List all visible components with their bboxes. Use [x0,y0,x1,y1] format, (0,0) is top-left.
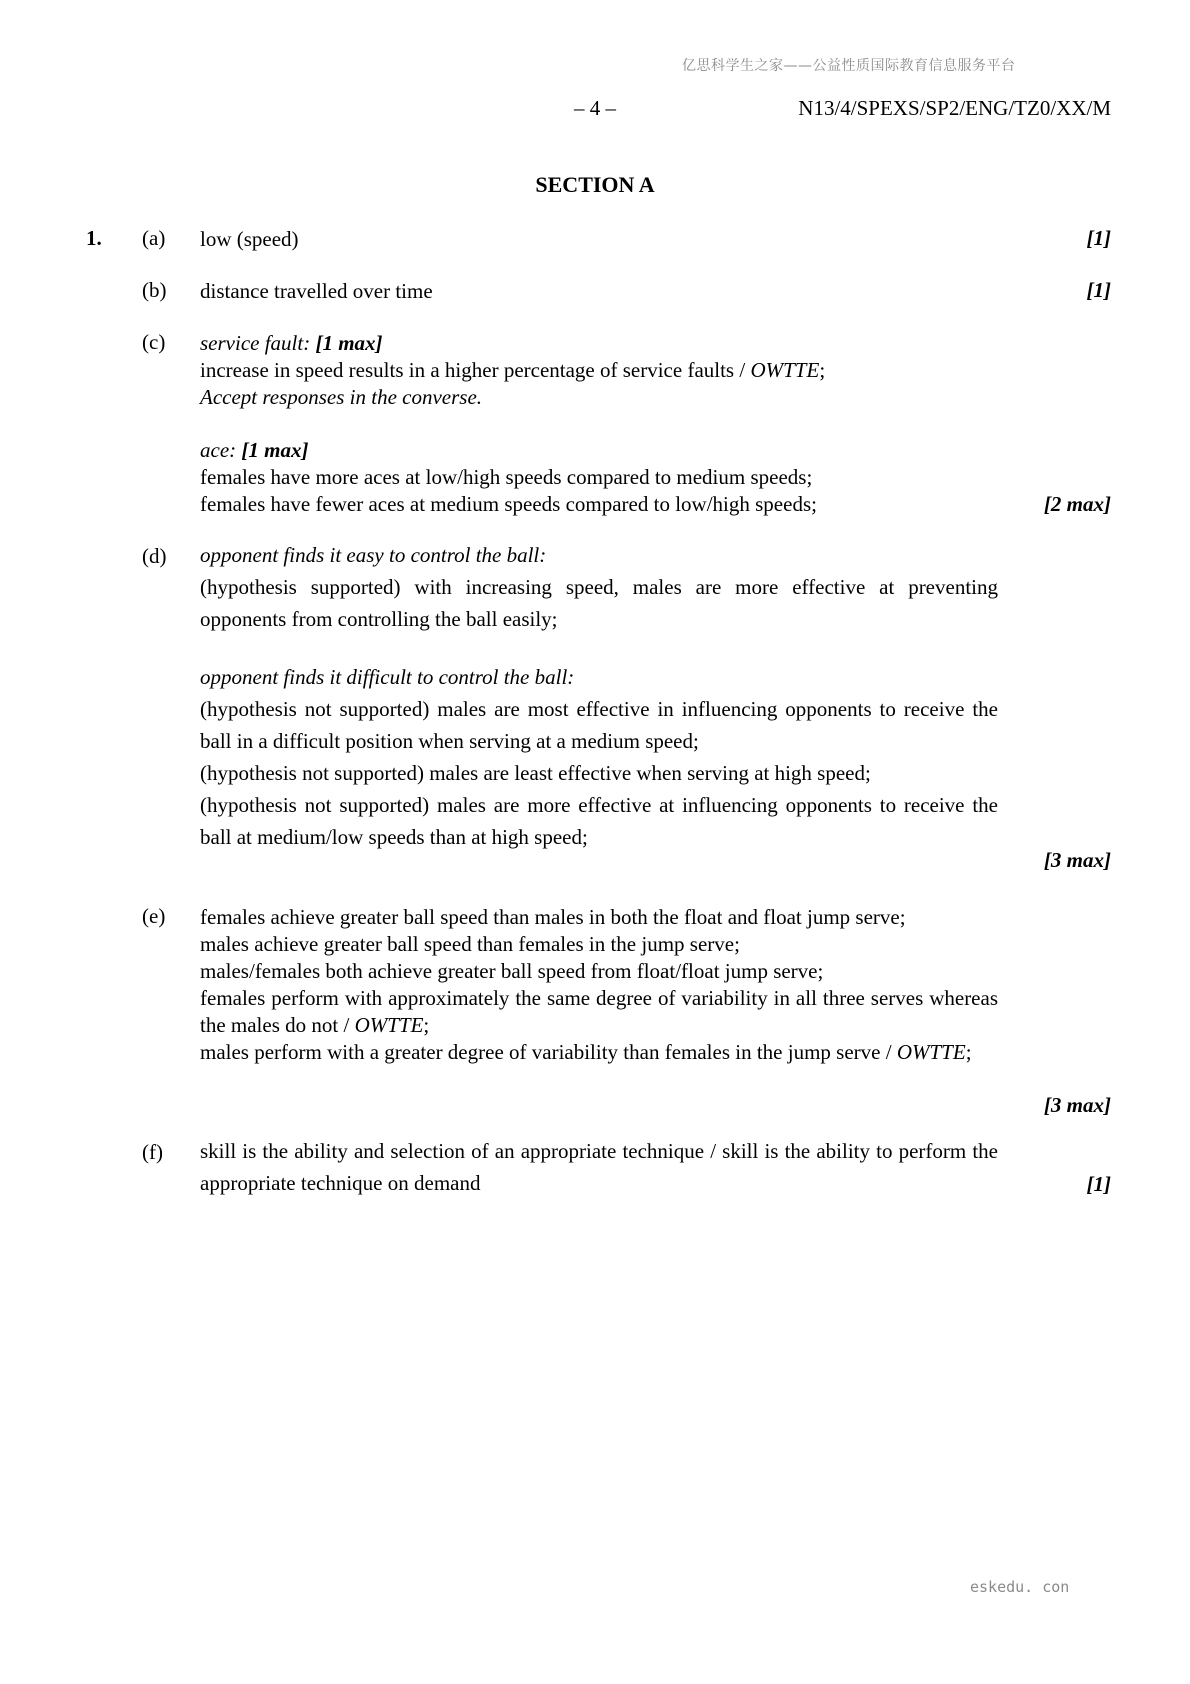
part-c-heading-ace: ace: [1 max] [200,438,309,462]
part-e-label: (e) [142,904,166,928]
part-f-paragraph: skill is the ability and selection of an appropriate technique / skill is the ability to perform the appropriate technique on demand [200,1139,998,1195]
part-e-line: males achieve greater ball speed than females in the jump serve; [200,932,740,956]
part-c-mark: [2 max] [1043,492,1111,516]
part-e-mark: [3 max] [1043,1093,1111,1117]
part-a-answer: low (speed) [200,227,299,251]
watermark-footer: eskedu. con [970,1578,1070,1596]
part-e-line: females perform with approximately the same degree of variability in all three serves whereas the males do not / OWTTE; [200,986,998,1037]
part-b-mark: [1] [1086,278,1111,302]
part-f-mark: [1] [1086,1172,1111,1196]
part-d-heading-difficult: opponent finds it difficult to control the ball: [200,665,575,689]
part-c-line: females have fewer aces at medium speeds compared to low/high speeds; [200,492,817,516]
part-d-paragraph: (hypothesis not supported) males are most effective in influencing opponents to receive the ball in a difficult position when serving at a medium speed; [200,697,998,753]
part-d-label: (d) [142,544,167,568]
part-d-paragraph: (hypothesis not supported) males are more effective at influencing opponents to receive the ball at medium/low speeds than at high speed; [200,793,998,849]
part-c-note: Accept responses in the converse. [200,385,483,409]
part-e-line: females achieve greater ball speed than males in both the float and float jump serve; [200,905,906,929]
part-d-paragraph: (hypothesis supported) with increasing speed, males are more effective at preventing opponents from controlling the ball easily; [200,575,998,631]
part-e-answer [200,904,998,1066]
part-d-mark: [3 max] [1043,848,1111,872]
part-d-heading-easy: opponent finds it easy to control the ball: [200,543,547,567]
part-a-mark: [1] [1086,226,1111,250]
section-title: SECTION A [535,172,655,197]
part-d-paragraph: (hypothesis not supported) males are least effective when serving at high speed; [200,761,871,785]
part-c-answer [200,330,825,518]
watermark-header: 亿思科学生之家——公益性质国际教育信息服务平台 [682,58,1016,74]
part-b-answer: distance travelled over time [200,279,433,303]
part-a-label: (a) [142,226,166,250]
part-e-line: males/females both achieve greater ball speed from float/float jump serve; [200,959,824,983]
part-c-line: females have more aces at low/high speeds compared to medium speeds; [200,465,813,489]
part-f-label: (f) [142,1140,163,1164]
part-c-label: (c) [142,330,166,354]
part-c-heading-service-fault: service fault: [1 max] [200,331,383,355]
part-d-answer [200,539,998,853]
part-f-answer [200,1135,998,1199]
question-number: 1. [86,226,102,250]
document-code: N13/4/SPEXS/SP2/ENG/TZ0/XX/M [798,96,1111,120]
part-b-label: (b) [142,278,167,302]
page-number: – 4 – [574,96,616,120]
part-e-line: males perform with a greater degree of variability than females in the jump serve / OWTTE; [200,1040,972,1064]
part-c-line: increase in speed results in a higher percentage of service faults / OWTTE; [200,358,826,382]
